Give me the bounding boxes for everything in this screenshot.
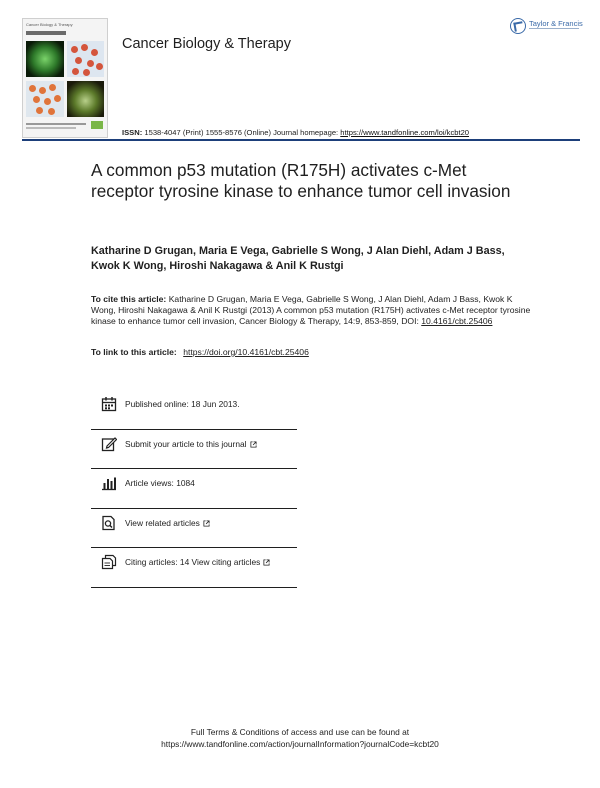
terms-text: Full Terms & Conditions of access and use can be found at — [190, 727, 410, 737]
cover-image-cell-green — [26, 41, 64, 77]
edit-icon — [101, 436, 117, 452]
cover-footer-line — [26, 123, 86, 125]
cite-label: To cite this article: — [91, 294, 167, 304]
list-item-citing[interactable] — [91, 548, 297, 588]
bar-chart-icon — [101, 475, 117, 491]
external-link-icon — [203, 520, 210, 527]
list-item-related[interactable] — [91, 509, 297, 549]
cover-bar — [26, 31, 66, 35]
cover-footer-line — [26, 127, 76, 129]
related-articles-text: View related articles — [125, 517, 200, 528]
external-link-icon — [250, 441, 257, 448]
article-doi-link[interactable]: https://doi.org/10.4161/cbt.25406 — [183, 347, 309, 357]
issn-label: ISSN: — [122, 128, 143, 137]
cover-image-cells-red — [67, 41, 104, 77]
cite-doi-link[interactable]: 10.4161/cbt.25406 — [421, 316, 493, 327]
journal-homepage-link[interactable]: https://www.tandfonline.com/loi/kcbt20 — [340, 128, 470, 137]
citing-articles-link[interactable] — [125, 557, 270, 567]
cover-logo — [91, 121, 103, 129]
taylor-francis-logo-icon — [510, 18, 526, 34]
journal-cover-thumbnail — [22, 18, 108, 138]
citing-articles-text: Citing articles: 14 View citing articles — [125, 557, 261, 567]
cover-image-cells-orange — [26, 81, 64, 117]
article-views-text: Article views: 1084 — [125, 478, 195, 488]
cover-header-text: Cancer Biology & Therapy — [26, 22, 73, 27]
list-item-published — [91, 390, 297, 430]
publisher-tagline-line — [529, 28, 579, 29]
journal-name[interactable]: Cancer Biology & Therapy — [122, 36, 291, 52]
list-item-submit[interactable] — [91, 430, 297, 470]
external-link-icon — [263, 559, 270, 566]
link-label: To link to this article: — [91, 347, 177, 357]
header-divider — [22, 139, 580, 141]
issn-text: 1538-4047 (Print) 1555-8576 (Online) Journal homepage: — [144, 128, 339, 137]
related-articles-link[interactable] — [125, 518, 210, 528]
article-authors: Katharine D Grugan, Maria E Vega, Gabrielle S Wong, J Alan Diehl, Adam J Bass, Kwok K Wong, Hiroshi Nakagawa & Anil K Rustgi — [91, 245, 505, 272]
article-link-line — [91, 347, 309, 357]
submit-article-text: Submit your article to this journal — [125, 438, 247, 449]
article-info-list — [91, 390, 297, 588]
publisher-logo[interactable] — [510, 18, 582, 36]
terms-url-link[interactable]: https://www.tandfonline.com/action/journalInformation?journalCode=kcbt20 — [161, 738, 439, 749]
article-title: A common p53 mutation (R175H) activates c-Met receptor tyrosine kinase to enhance tumor cell invasion — [91, 160, 511, 201]
published-date-text: Published online: 18 Jun 2013. — [125, 399, 240, 409]
list-item-views — [91, 469, 297, 509]
submit-article-link[interactable] — [125, 439, 257, 449]
search-document-icon — [101, 515, 117, 531]
citing-documents-icon — [101, 554, 117, 570]
calendar-icon — [101, 396, 117, 412]
cite-text: Katharine D Grugan, Maria E Vega, Gabrielle S Wong, J Alan Diehl, Adam J Bass, Kwok K Wong, Hiroshi Nakagawa & Anil K Rustgi (2013) A common p53 mutation (R175H) activates c-Met receptor tyrosine kinase to enhance tumor cell invasion, Cancer Biology & Therapy, 14:9, 853-859, DOI: — [91, 294, 531, 327]
cover-image-cell-yellow — [67, 81, 104, 117]
terms-footer — [0, 727, 600, 750]
issn-line — [122, 128, 469, 137]
publisher-name: Taylor & Francis — [529, 19, 583, 28]
citation-block — [91, 294, 531, 328]
